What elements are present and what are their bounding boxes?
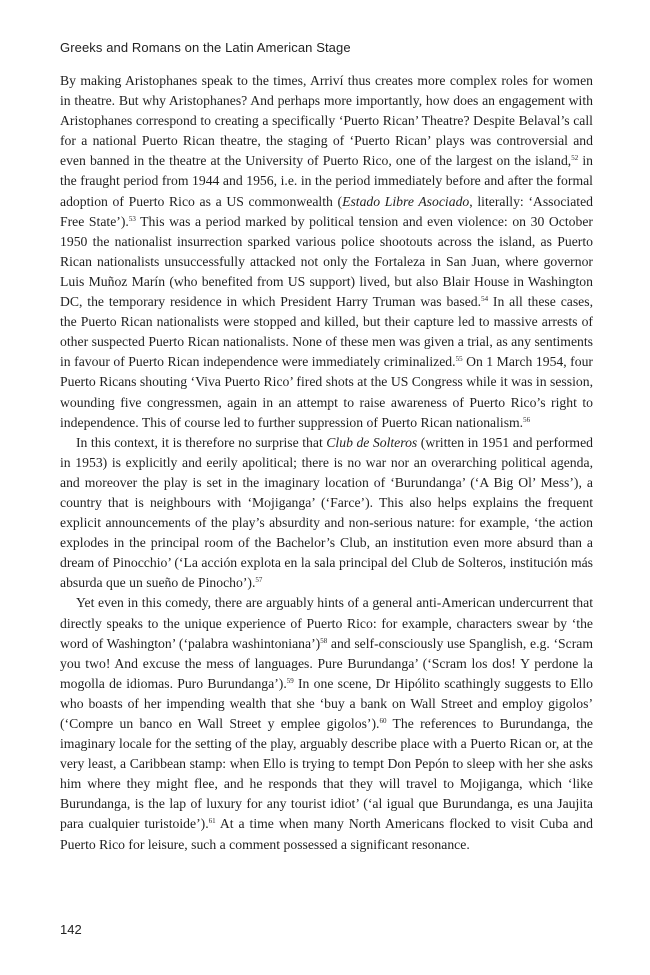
running-head: Greeks and Romans on the Latin American Stage [60, 40, 351, 55]
footnote-ref[interactable]: 56 [523, 415, 531, 424]
text-run: In this context, it is therefore no surprise that [76, 434, 327, 450]
footnote-ref[interactable]: 59 [286, 676, 294, 685]
footnote-ref[interactable]: 57 [255, 576, 263, 585]
footnote-ref[interactable]: 53 [128, 214, 136, 223]
footnote-ref[interactable]: 54 [481, 295, 489, 304]
paragraph [60, 593, 593, 854]
text-run: At a time when many North Americans flocked to visit Cuba and Puerto Rico for leisure, such a comment possessed a significant resonance. [60, 816, 594, 852]
italic-title: Club de Solteros [326, 434, 418, 450]
footnote-ref[interactable]: 52 [571, 154, 579, 163]
footnote-ref[interactable]: 60 [379, 717, 387, 725]
paragraph [60, 71, 593, 433]
text-run: This was a period marked by political tension and even violence: on 30 October 1950 the nationalist insurrection sparked various police shootouts across the island, as Puerto Rican nationalists unsuccessfully attacked not only the Fortaleza in San Juan, where governor Luis Muñoz Marín (who benefited from US support) lived, but also Blair House in Washington DC, the temporary residence in which President Harry Truman was based. [60, 213, 593, 310]
footnote-ref[interactable]: 58 [320, 636, 328, 645]
page-number: 142 [60, 922, 82, 937]
text-run: On 1 March 1954, four Puerto Ricans shouting ‘Viva Puerto Rico’ fired shots at the US Congress while it was in session, wounding five congressmen, again in an attempt to raise awareness of Puerto Rico’s right to independence. This of course led to further suppression of Puerto Rican nationalism. [60, 354, 593, 430]
text-run: , literally: ‘Associated Free State’). [60, 193, 593, 229]
footnote-ref[interactable]: 55 [455, 355, 463, 364]
text-run: Yet even in this comedy, there are arguably hints of a general anti-American undercurrent that directly speaks to the unique experience of Puerto Rico: for example, characters swear by ‘the word of Washington’ (‘palabra washintoniana’) [60, 595, 593, 651]
footnote-ref[interactable]: 61 [208, 817, 216, 826]
text-run: (written in 1951 and performed in 1953) is explicitly and eerily apolitical; there is no war nor an overarching political agenda, and moreover the play is set in the imaginary location of ‘Burundanga’ (‘A Big Ol’ Mess’), a country that is neighbours with ‘Mojiganga’ (‘Farce’). This also helps explains the frequent explicit announcements of the play’s absurdity and non-serious nature: for example, ‘the action explodes in the principal room of the Bachelor’s Club, an institution even more absurd than a dream of Pinocchio’ (‘La acción explota en la sala principal del Club de Solteros, institución más absurda que un sueño de Pinocho’). [60, 434, 593, 591]
text-run: By making Aristophanes speak to the times, Arriví thus creates more complex roles for women in theatre. But why Aristophanes? And perhaps more importantly, how does an engagement with Aristophanes correspond to creating a specifically ‘Puerto Rican’ Theatre? Despite Belaval’s call for a national Puerto Rican theatre, the staging of ‘Puerto Rican’ plays was controversial and even banned in the theatre at the University of Puerto Rico, one of the largest on the island, [60, 73, 593, 169]
text-run: In all these cases, the Puerto Rican nationalists were stopped and killed, but their capture led to massive arrests of other suspected Puerto Rican nationalists. None of these men was given a trial, as any sentiments in favour of Puerto Rican independence were immediately criminalized. [60, 294, 593, 370]
text-run: The references to Burundanga, the imaginary locale for the setting of the play, arguably describe place with a Puerto Rican or, at the very least, a Caribbean stamp: when Ello is trying to tempt Don Pepón to sleep with her she asks him where they might flee, and he responds that they will travel to Mojiganga, which ‘like Burundanga, is the lap of luxury for any tourist idiot’ (‘al igual que Burundanga, es una Jaujita para cualquier turistoide’). [60, 716, 593, 832]
paragraph [60, 433, 593, 594]
text-run: In one scene, Dr Hipólito scathingly suggests to Ello who boasts of her impending wealth that she ‘buy a bank on Wall Street and employ gigolos’ (‘Compre un banco en Wall Street y emplee gigolos’). [60, 675, 593, 731]
italic-title: Estado Libre Asociado [342, 193, 470, 209]
text-run: in the fraught period from 1944 and 1956, i.e. in the period immediately before and after the formal adoption of Puerto Rico as a US commonwealth ( [60, 153, 593, 209]
body-text [60, 71, 593, 855]
text-run: and self-consciously use Spanglish, e.g. ‘Scram you two! And excuse the mess of languages. Pure Burundanga’ (‘Scram los dos! Y perdone la mogolla de idiomas. Puro Burundanga’). [60, 635, 593, 691]
